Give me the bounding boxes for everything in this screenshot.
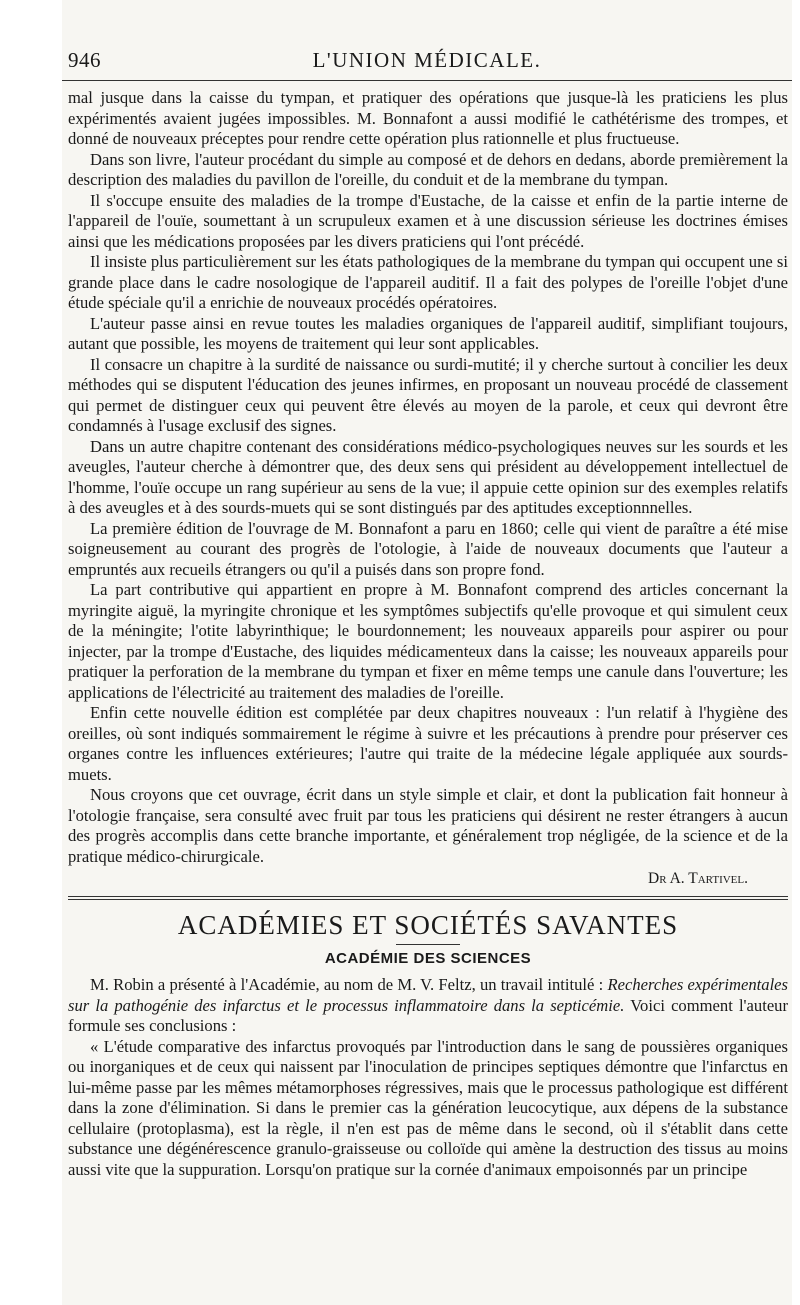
subsection-title: ACADÉMIE DES SCIENCES bbox=[324, 949, 532, 967]
academy-intro-paragraph bbox=[68, 975, 788, 1037]
header-rule bbox=[62, 80, 792, 81]
intro-text: M. Robin a présenté à l'Académie, au nom de M. V. Feltz, un travail intitulé : bbox=[90, 975, 608, 994]
conclusions-quote: « L'étude comparative des infarctus provoqués par l'introduction dans le sang de poussières organiques ou inorganiques et de ceux qui naissent par l'inoculation de principes septiques démontre que l'infarctus en lui-même passe par les mêmes métamorphoses régressives, mais que le processus pathologique est différent dans la zone d'élimination. Si dans le premier cas la génération leucocytique, aux dépens de la substance cellulaire (protoplasma), est la règle, il n'en est pas de même dans le second, où il s'établit dans cette substance une dégénérescence granulo-graisseuse ou colloïde qui amène la destruction des tissus au moins aussi vite que la suppuration. Lorsqu'on pratique sur la cornée d'animaux empoisonnés par un principe bbox=[68, 1036, 788, 1179]
review-paragraph: Il s'occupe ensuite des maladies de la trompe d'Eustache, de la caisse et enfin de la partie interne de l'appareil de l'ouïe, soumettant à un scrupuleux examen et à une discussion sérieuse les doctrines émises ainsi que les médications proposées par les divers praticiens qui l'ont précédé. bbox=[68, 190, 788, 251]
review-paragraph: Enfin cette nouvelle édition est complétée par deux chapitres nouveaux : l'un relatif à l'hygiène des oreilles, où sont indiqués sommairement le régime à suivre et les précautions à prendre pour préserver ces organes contre les influences extérieures; l'autre qui traite de la médecine légale appliquée aux sourds-muets. bbox=[68, 703, 788, 784]
short-divider bbox=[396, 944, 460, 945]
book-review bbox=[68, 88, 788, 890]
page-header bbox=[62, 0, 792, 92]
intro-end-text: Voici comment l'auteur formule ses conclusions : bbox=[68, 995, 789, 1035]
review-paragraph: Dans un autre chapitre contenant des considérations médico-psychologiques neuves sur les sourds et les aveugles, l'auteur cherche à démontrer que, des deux sens qui président au développement intellectuel de l'homme, l'ouïe occupe un rang supérieur au sens de la vue; il appuie cette opinion sur des exemples relatifs à des aveugles et à des sourds-muets qui se sont distingués par des aptitudes exceptionnnelles. bbox=[68, 436, 788, 517]
section-divider bbox=[68, 896, 788, 900]
section-title: ACADÉMIES ET SOCIÉTÉS SAVANTES bbox=[177, 909, 679, 940]
page-body bbox=[68, 88, 788, 1180]
review-paragraph: Dans son livre, l'auteur procédant du simple au composé et de dehors en dedans, aborde premièrement la description des maladies du pavillon de l'oreille, du conduit et de la membrane du tympan. bbox=[68, 149, 788, 189]
review-paragraph: Il insiste plus particulièrement sur les états pathologiques de la membrane du tympan qui occupent une si grande place dans le cadre nosologique de l'appareil auditif. Il a fait des polypes de l'oreille l'objet d'une étude spéciale qu'il a enrichie de nouveaux procédés opératoires. bbox=[68, 252, 788, 312]
review-paragraph: La part contributive qui appartient en propre à M. Bonnafont comprend des articles concernant la myringite aiguë, la myringite chronique et les symptômes subjectifs qu'elle provoque et qui simulent ceux de la méningite; l'otite labyrinthique; le bourdonnement; les nouveaux appareils pour aspirer ou pour injecter, par la trompe d'Eustache, des liquides médicamenteux dans la caisse; les nouveaux appareils pour pratiquer la perforation de la membrane du tympan et fixer en même temps une canule dans l'ouverture; les applications de l'électricité au traitement des maladies de l'oreille. bbox=[68, 580, 788, 702]
review-paragraph: Il consacre un chapitre à la surdité de naissance ou surdi-mutité; il y cherche surtout à concilier les deux méthodes qui se disputent l'éducation des jeunes infirmes, en proposant un nouveau procédé de classement qui permet de distinguer ceux qui peuvent être élevés au moyen de la parole, et ceux qui devront être condamnés à l'usage exclusif des signes. bbox=[68, 354, 788, 435]
review-paragraph: La première édition de l'ouvrage de M. Bonnafont a paru en 1860; celle qui vient de paraître a été mise soigneusement au courant des progrès de l'otologie, à l'aide de nouveaux documents que l'auteur a empruntés aux recueils étrangers ou qu'il a puisés dans son propre fond. bbox=[68, 518, 788, 579]
author-signature: Dr A. Tartivel. bbox=[648, 870, 748, 887]
review-paragraph: mal jusque dans la caisse du tympan, et pratiquer des opérations que jusque-là les praticiens les plus expérimentés avaient jugées impossibles. M. Bonnafont a aussi modifié le cathétérisme des trompes, et donné de nouveaux préceptes pour rendre cette opération plus rationnelle et plus fructueuse. bbox=[68, 88, 788, 148]
review-paragraph: L'auteur passe ainsi en revue toutes les maladies organiques de l'appareil auditif, simplifiant toujours, autant que possible, les moyens de traitement qui leur sont applicables. bbox=[68, 313, 788, 353]
paper-title: Recherches expérimentales sur la pathogénie des infarctus et le processus inflammatoire dans la septicémie. bbox=[68, 975, 788, 1015]
review-paragraph: Nous croyons que cet ouvrage, écrit dans un style simple et clair, et dont la publication fait honneur à l'otologie française, sera consulté avec fruit par tous les praticiens qui désirent ne rester étrangers à aucun des progrès accomplis dans cette branche importante, et généralement trop négligée, de la science et de la pratique médico-chirurgicale. bbox=[68, 785, 788, 866]
page-number: 946 bbox=[68, 48, 101, 72]
document-page bbox=[62, 0, 792, 1305]
running-title: L'UNION MÉDICALE. bbox=[312, 48, 542, 72]
